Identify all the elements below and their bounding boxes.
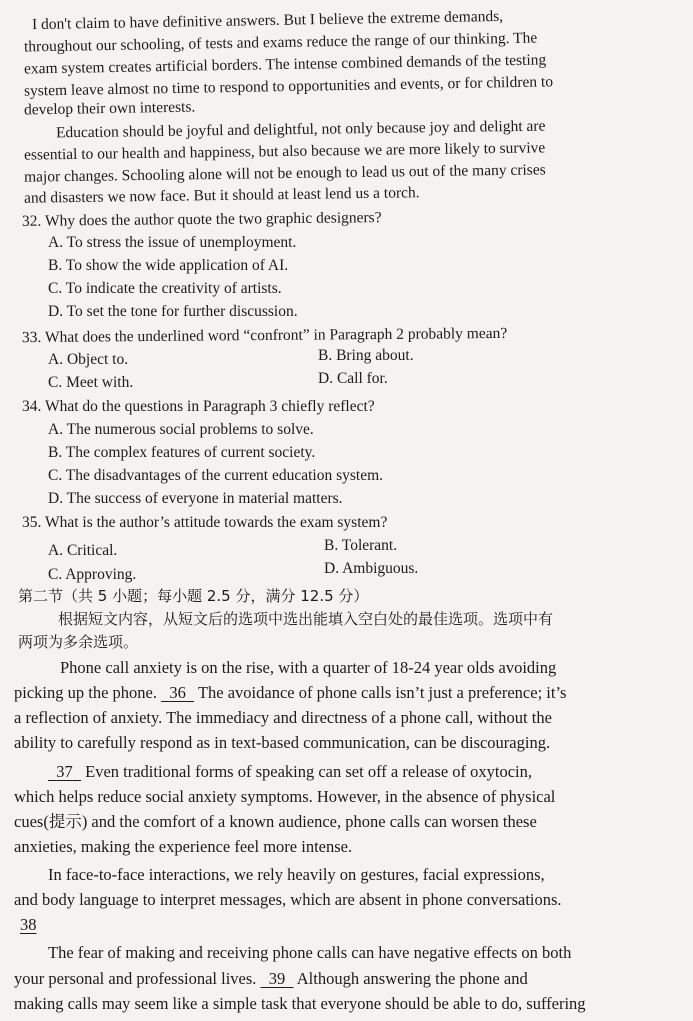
- option-b: B. Tolerant.: [324, 537, 398, 554]
- passage-line: ability to carefully respond as in text-based communication, can be discouraging.: [14, 733, 551, 752]
- passage-line: cues(提示) and the comfort of a known audience, phone calls can worsen these: [14, 812, 537, 831]
- option-d: D. Call for.: [318, 370, 388, 387]
- paragraph-line: throughout our schooling, of tests and exams reduce the range of our thinking. The: [23, 29, 538, 56]
- option-a: A. The numerous social problems to solve.: [48, 421, 314, 438]
- paragraph-line: I don't claim to have definitive answers. But I believe the extreme demands,: [31, 7, 504, 34]
- section-instruction: 两项为多余选项。: [18, 633, 139, 651]
- option-c: C. Approving.: [48, 566, 137, 583]
- paragraph-line: system leave almost no time to respond to opportunities and events, or for children to: [23, 73, 554, 100]
- paragraph-line: exam system creates artificial borders. The intense combined demands of the testing: [23, 51, 547, 78]
- passage-line: and body language to interpret messages, which are absent in phone conversations.: [14, 890, 562, 909]
- option-d: D. Ambiguous.: [324, 560, 419, 577]
- section-instruction: 根据短文内容，从短文后的选项中选出能填入空白处的最佳选项。选项中有: [58, 610, 554, 628]
- option-b: B. To show the wide application of AI.: [48, 257, 289, 274]
- passage-line: a reflection of anxiety. The immediacy and directness of a phone call, without the: [14, 708, 552, 727]
- passage-line: making calls may seem like a simple task that everyone should be able to do, suffering: [14, 994, 586, 1013]
- option-b: B. Bring about.: [318, 347, 414, 364]
- paragraph-line: develop their own interests.: [23, 98, 196, 119]
- passage-text: picking up the phone.: [14, 683, 157, 702]
- option-a: A. Object to.: [48, 351, 129, 368]
- blank-38: 38: [20, 915, 37, 934]
- option-c: C. To indicate the creativity of artists.: [48, 280, 282, 297]
- passage-text: Even traditional forms of speaking can set off a release of oxytocin,: [85, 762, 533, 781]
- option-a: A. To stress the issue of unemployment.: [48, 234, 297, 251]
- question-stem: 33. What does the underlined word “confront” in Paragraph 2 probably mean?: [21, 324, 508, 347]
- blank-37: 37: [56, 762, 73, 781]
- question-stem: 34. What do the questions in Paragraph 3 chiefly reflect?: [22, 398, 375, 415]
- option-b: B. The complex features of current society.: [48, 444, 316, 461]
- passage-line: [20, 914, 37, 936]
- passage-line: The fear of making and receiving phone calls can have negative effects on both: [48, 943, 572, 962]
- passage-text: The avoidance of phone calls isn’t just a preference; it’s: [197, 683, 567, 702]
- paragraph-line: Education should be joyful and delightful, not only because joy and delight are: [55, 117, 546, 142]
- option-d: D. To set the tone for further discussion.: [48, 303, 298, 320]
- passage-line: [14, 968, 528, 990]
- passage-line: anxieties, making the experience feel more intense.: [14, 837, 353, 856]
- question-stem: 32. Why does the author quote the two graphic designers?: [21, 209, 382, 230]
- passage-line: [14, 682, 566, 704]
- option-d: D. The success of everyone in material matters.: [48, 490, 343, 507]
- option-c: C. Meet with.: [48, 374, 134, 391]
- section-heading: 第二节（共 5 小题；每小题 2.5 分，满分 12.5 分）: [18, 587, 369, 605]
- blank-39: 39: [268, 969, 286, 988]
- passage-text: your personal and professional lives.: [14, 969, 257, 988]
- passage-line: Phone call anxiety is on the rise, with a quarter of 18-24 year olds avoiding: [60, 658, 557, 677]
- paragraph-line: essential to our health and happiness, but also because we are more likely to survive: [23, 139, 546, 164]
- paragraph-line: and disasters we now face. But it should at least lend us a torch.: [23, 184, 420, 207]
- passage-text: Although answering the phone and: [296, 969, 528, 988]
- passage-line: [48, 761, 532, 783]
- paragraph-line: major changes. Schooling alone will not be enough to lead us out of the many crises: [23, 161, 546, 186]
- question-stem: 35. What is the author’s attitude towards the exam system?: [22, 514, 388, 531]
- passage-line: In face-to-face interactions, we rely heavily on gestures, facial expressions,: [48, 865, 545, 884]
- option-c: C. The disadvantages of the current education system.: [48, 467, 384, 484]
- blank-36: 36: [169, 683, 186, 702]
- option-a: A. Critical.: [48, 542, 118, 559]
- passage-line: which helps reduce social anxiety symptoms. However, in the absence of physical: [14, 787, 556, 806]
